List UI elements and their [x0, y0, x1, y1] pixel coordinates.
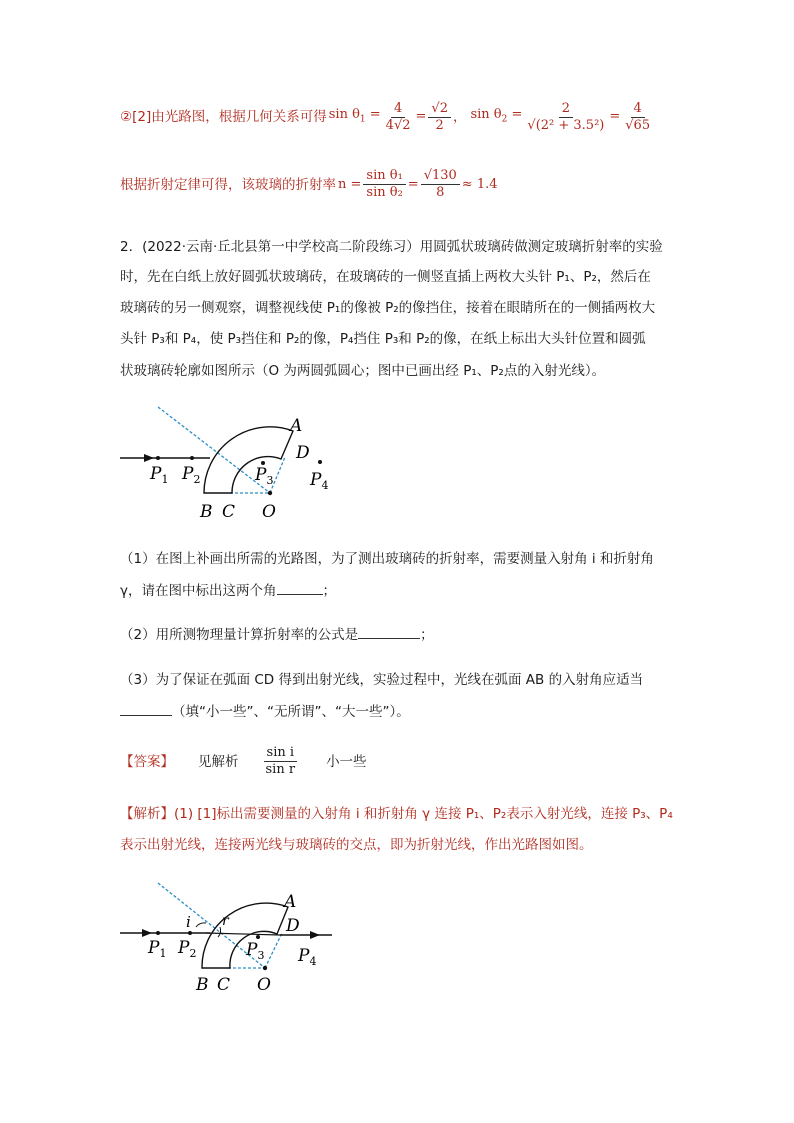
- subq-1-line-2: γ，请在图中标出这两个角 ；: [120, 576, 336, 606]
- answer-1: 见解析: [198, 753, 239, 770]
- arrowhead-2: [142, 929, 152, 937]
- answer-2-fraction: $\frac{\text{sin i}}{\text{sin r}}$: [265, 745, 296, 777]
- subq-2: （2）用所测物理量计算折射率的公式是 ；: [120, 620, 434, 650]
- subq-3-line-2: （填“小一些”、“无所谓”、“大一些”）。: [120, 697, 410, 727]
- pin-p3-2: [256, 935, 260, 939]
- label-i: i: [186, 913, 191, 931]
- pin-p2: [190, 456, 194, 460]
- prev-line-2-text: 根据折射定律可得，该玻璃的折射率: [120, 176, 336, 193]
- radius-dashed-2b: [265, 933, 282, 968]
- label-b: B: [200, 502, 213, 522]
- analysis-line-1: 【解析】(1) [1]标出需要测量的入射角 i 和折射角 γ 连接 P₁、P₂表示入射光线，连接 P₃、P₄: [120, 806, 673, 822]
- label-c: C: [222, 502, 236, 522]
- analysis-label: 【解析】: [120, 806, 174, 822]
- fraction-root2-over-2: $\frac{√2}{2}$: [428, 101, 451, 134]
- glass-brick-outline: [204, 427, 293, 493]
- normal-dashed: [158, 407, 270, 493]
- label-b-2: B: [196, 975, 209, 995]
- sin-theta-2: $\sin \theta_2$ =: [470, 107, 523, 125]
- subq-3-line-1: （3）为了保证在弧面 CD 得到出射光线，实验过程中，光线在弧面 AB 的入射角应适当: [120, 672, 644, 688]
- fraction-4-over-4root2: $\frac{4}{4√2}$: [385, 100, 411, 133]
- pin-p2-2: [188, 931, 192, 935]
- label-p1-2: $P_1$: [148, 938, 167, 960]
- question-line-4: 头针 P₃和 P₄，使 P₃挡住和 P₂的像，P₄挡住 P₃和 P₂的像，在纸上标出大头针位置和圆弧: [120, 331, 646, 347]
- center-o-2: [263, 966, 267, 970]
- label-o: O: [262, 502, 276, 522]
- label-d-2: D: [286, 916, 300, 936]
- figure-1-optics-diagram: [110, 395, 350, 525]
- question-line-3: 玻璃砖的另一侧观察，调整视线使 P₁的像被 P₂的像挡住，接着在眼睛所在的一侧插两枚大: [120, 300, 656, 316]
- prev-line-1: ②[2]由光路图，根据几何关系可得 $\sin \theta_1$ = $\frac{4}{4√2}$ = $\frac{√2}{2}$ ， $\sin \theta_2$ = $\frac{2}{\text{√(2² + 3.5²)}}$ = $\frac{4}{√65}$: [120, 100, 655, 135]
- label-p2-2: $P_2$: [178, 938, 197, 960]
- subq-1-line-1: （1）在图上补画出所需的光路图，为了测出玻璃砖的折射率，需要测量入射角 i 和折射角: [120, 551, 654, 567]
- label-p2: $P_2$: [182, 464, 201, 486]
- center-o: [268, 491, 272, 495]
- prev-line-2: 根据折射定律可得，该玻璃的折射率 n = $\frac{\text{sin θ₁}}{\text{sin θ₂}}$ = $\frac{√130}{8}$ ≈ 1.4: [120, 168, 498, 200]
- fraction-4-over-root65: $\frac{4}{√65}$: [625, 100, 651, 133]
- analysis-line-2: 表示出射光线，连接两光线与玻璃砖的交点，即为折射光线，作出光路图如图。: [120, 837, 593, 853]
- label-p3: $P_3$: [255, 465, 274, 487]
- pin-p1-2: [156, 931, 160, 935]
- fraction-2-over-root: $\frac{2}{\text{√(2² + 3.5²)}}$: [527, 100, 605, 133]
- label-c-2: C: [217, 975, 231, 995]
- prev-line-1-text: ②[2]由光路图，根据几何关系可得: [120, 109, 327, 126]
- answer-label: 【答案】: [120, 753, 174, 770]
- label-p3-2: $P_3$: [246, 940, 265, 962]
- angle-arc-i: [196, 923, 206, 927]
- question-line-5: 状玻璃砖轮廓如图所示（O 为两圆弧圆心；图中已画出经 P₁、P₂点的入射光线）。: [120, 363, 606, 379]
- answer-blank-2[interactable]: [358, 624, 420, 639]
- fraction-sin-ratio: $\frac{\text{sin θ₁}}{\text{sin θ₂}}$: [363, 168, 405, 201]
- label-p1: $P_1$: [150, 464, 169, 486]
- label-r: r: [222, 913, 229, 929]
- label-p4: $P_4$: [310, 470, 329, 492]
- approx-value: ≈ 1.4: [461, 176, 498, 192]
- label-o-2: O: [257, 975, 271, 995]
- fraction-root130-over-8: $\frac{√130}{8}$: [421, 168, 460, 201]
- answer-row: [120, 745, 367, 778]
- question-line-1: 2．(2022·云南·丘北县第一中学校高二阶段练习）用圆弧状玻璃砖做测定玻璃折射率的实验: [120, 239, 663, 255]
- answer-blank-3[interactable]: [120, 701, 172, 716]
- refracted-ray: [206, 933, 280, 935]
- arrowhead: [144, 454, 154, 462]
- arrowhead-out: [310, 931, 320, 939]
- n-equals: n =: [338, 176, 362, 192]
- sin-theta-1: $\sin \theta_1$ =: [328, 107, 381, 125]
- label-a-2: A: [284, 892, 297, 912]
- angle-arc-r: [218, 927, 221, 937]
- answer-blank-1[interactable]: [277, 580, 323, 595]
- answer-3: 小一些: [326, 753, 367, 770]
- glass-brick-outline-2: [202, 903, 288, 968]
- label-p4-2: $P_4$: [298, 946, 317, 968]
- label-a: A: [290, 416, 303, 436]
- pin-p4: [318, 460, 322, 464]
- question-line-2: 时，先在白纸上放好圆弧状玻璃砖，在玻璃砖的一侧竖直插上两枚大头针 P₁、P₂，然后在: [120, 269, 651, 285]
- label-d: D: [296, 443, 310, 463]
- figure-2-optics-diagram: [110, 875, 350, 1000]
- pin-p1: [156, 456, 160, 460]
